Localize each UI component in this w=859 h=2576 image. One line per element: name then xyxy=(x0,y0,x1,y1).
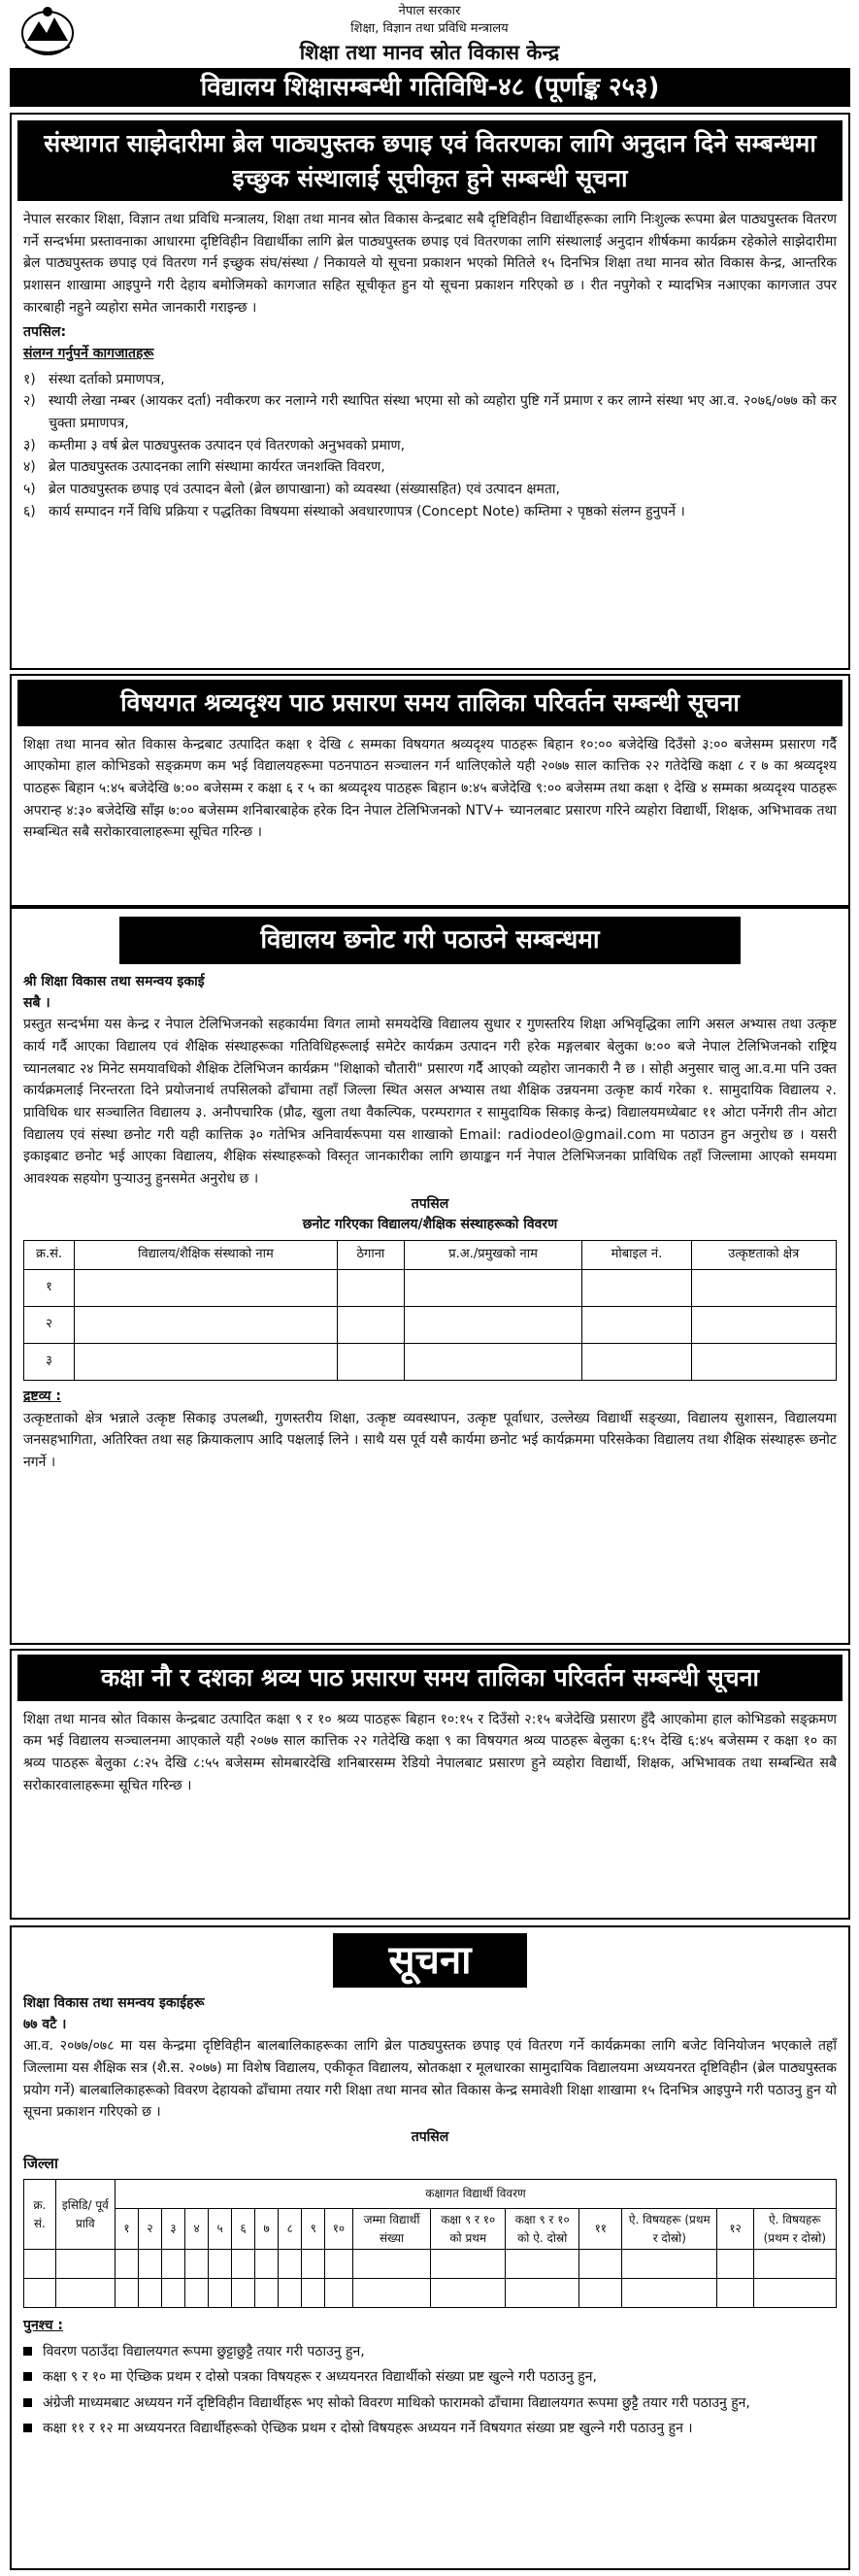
col-head-name: प्र.अ./प्रमुखको नाम xyxy=(404,1241,581,1270)
col-grade: १० xyxy=(325,2209,352,2250)
square-bullet-icon xyxy=(23,2366,43,2388)
notice-badge: सूचना xyxy=(333,1933,527,1988)
notice-radio-schedule xyxy=(10,1649,850,1920)
square-bullet-icon xyxy=(23,2392,43,2414)
col-grade: ५ xyxy=(209,2209,232,2250)
recipient-count: ७७ वटै । xyxy=(23,2016,67,2032)
notice-school-selection xyxy=(10,907,850,1645)
postscript-label: पुनश्च : xyxy=(23,2318,64,2334)
recipient: शिक्षा विकास तथा समन्वय इकाईहरू xyxy=(23,1995,205,2011)
attachments-heading: संलग्न गर्नुपर्ने कागजातहरू xyxy=(23,346,154,362)
col-total: जम्मा विद्यार्थी संख्या xyxy=(352,2209,431,2250)
col-grade10-second: कक्षा ९ र १० को ऐ. दोस्रो xyxy=(505,2209,578,2250)
postscript-list xyxy=(23,2341,837,2440)
col-ecd: इसिडि/ पूर्व प्रावि xyxy=(55,2180,115,2250)
list-item: कक्षा ११ र १२ मा अध्ययनरत विद्यार्थीहरूको ऐच्छिक प्रथम र दोस्रो विषयहरू अध्ययन गर्ने विषयगत संख्या प्रष्ट खुल्ने गरी पठाउनु हुन । xyxy=(23,2418,837,2439)
recipient-all: सबै । xyxy=(23,994,50,1011)
col-grade: ४ xyxy=(185,2209,209,2250)
col-grade11: ११ xyxy=(579,2209,622,2250)
table-row: २ xyxy=(24,1307,837,1344)
col-grade: ६ xyxy=(232,2209,255,2250)
col-grade: ९ xyxy=(302,2209,325,2250)
page-header xyxy=(0,0,859,66)
table-header-row xyxy=(24,2180,837,2209)
tapsil-label: तपसिल xyxy=(411,2129,449,2146)
header-government: नेपाल सरकार xyxy=(398,4,461,18)
notice-title: संस्थागत साझेदारीमा ब्रेल पाठ्यपुस्तक छपाइ एवं वितरणका लागि अनुदान दिने सम्बन्धमा इच्छुक संस्थालाई सूचीकृत हुने सम्बन्धी सूचना xyxy=(17,120,842,201)
square-bullet-icon xyxy=(23,2341,43,2362)
header-center: शिक्षा तथा मानव स्रोत विकास केन्द्र xyxy=(299,41,560,64)
notice-braille-institution xyxy=(10,113,850,670)
table-row: ३ xyxy=(24,1344,837,1381)
header-ministry: शिक्षा, विज्ञान तथा प्रविधि मन्त्रालय xyxy=(350,21,509,36)
col-grade12: १२ xyxy=(717,2209,753,2250)
list-item: ६) कार्य सम्पादन गर्ने विधि प्रक्रिया र पद्धतिका विषयमा संस्थाको अवधारणापत्र (Concept Note) कम्तिमा २ पृष्ठको संलग्न हुनुपर्ने । xyxy=(23,503,685,519)
col-sn: क्र.सं. xyxy=(24,1241,75,1270)
recipient: श्री शिक्षा विकास तथा समन्वय इकाई xyxy=(23,973,205,989)
student-details-table xyxy=(23,2179,837,2308)
table-caption: छनोट गरिएका विद्यालय/शैक्षिक संस्थाहरूको विवरण xyxy=(302,1217,558,1233)
list-item: १) संस्था दर्ताको प्रमाणपत्र, xyxy=(23,371,165,387)
col-sn: क्र. सं. xyxy=(24,2180,56,2250)
table-row: १ xyxy=(24,1270,837,1307)
table-header-row xyxy=(24,1241,837,1270)
note-label: द्रष्टव्य : xyxy=(23,1388,61,1405)
list-item: अंग्रेजी माध्यमबाट अध्ययन गर्ने दृष्टिविहीन विद्यार्थीहरू भए सोको विवरण माथिको फारामको ढाँचामा विद्यालयगत रूपमा छुट्टै तयार गरी पठाउनु हुन, xyxy=(23,2392,837,2414)
tapsil-label: तपसिल: xyxy=(23,324,67,341)
attachments-list xyxy=(23,369,837,523)
list-item: कक्षा ९ र १० मा ऐच्छिक प्रथम र दोस्रो पत्रका विषयहरू र अध्ययनरत विद्यार्थीको संख्या प्रष्ट खुल्ने गरी पठाउनु हुन, xyxy=(23,2366,837,2388)
notice-title: कक्षा नौ र दशका श्रव्य पाठ प्रसारण समय तालिका परिवर्तन सम्बन्धी सूचना xyxy=(17,1655,842,1701)
col-grade: ३ xyxy=(162,2209,185,2250)
list-item: ४) ब्रेल पाठ्यपुस्तक उत्पादनका लागि संस्थामा कार्यरत जनशक्ति विवरण, xyxy=(23,459,385,476)
col-address: ठेगाना xyxy=(337,1241,404,1270)
col-school-name: विद्यालय/शैक्षिक संस्थाको नाम xyxy=(75,1241,338,1270)
notice-body: शिक्षा तथा मानव स्रोत विकास केन्द्रबाट उत्पादित कक्षा १ देखि ८ सम्मका विषयगत श्रव्यदृश्य पाठहरू बिहान १०:०० बजेदेखि दिउँसो ३:०० बजेसम्म प्रसारण गर्दैै आएकोमा हाल कोभिडको सङ्क्रमण कम भई विद्यालयहरूमा पठनपाठन सञ्चालन गर्न थालिएकोले यही २०७७ साल कात्तिक २२ गतेदेखि कक्षा ८ र ७ का श्रव्यदृश्य पाठहरू बिहान ५:४५ बजेदेखि ७:०० बजेसम्म र कक्षा ६ र ५ का श्रव्यदृश्य पाठहरू बिहान ७:४५ बजेदेखि ९:०० बजेसम्म तथा कक्षा १ देखि ४ सम्मका श्रव्यदृश्य पाठहरू अपरान्ह ४:३० बजेदेखि साँझ ७:०० बजेसम्म शनिबारबाहेक हरेक दिन नेपाल टेलिभिजनको NTV+ च्यानलबाट प्रसारण गरिने व्यहोरा विद्यार्थी, शिक्षक, अभिभावक तथा सम्बन्धित सबै सरोकारवालाहरूमा सूचित गरिन्छ । xyxy=(23,736,837,841)
col-grade12-subjects: ऐ. विषयहरू (प्रथम र दोस्रो) xyxy=(753,2209,836,2250)
list-item: विवरण पठाउँदा विद्यालयगत रूपमा छुट्टाछुट्टै तयार गरी पठाउनु हुन, xyxy=(23,2341,837,2362)
list-item: २) स्थायी लेखा नम्बर (आयकर दर्ता) नवीकरण कर नलाग्ने गरी स्थापित संस्था भएमा सो को व्यहोरा पुष्टि गर्ने प्रमाण र कर लाग्ने संस्था भए आ.व. २०७६/०७७ को कर चुक्ता प्रमाणपत्र, xyxy=(23,393,837,432)
table-row xyxy=(24,2250,837,2279)
col-mobile: मोबाइल नं. xyxy=(582,1241,691,1270)
notice-title: विद्यालय छनोट गरी पठाउने सम्बन्धमा xyxy=(119,917,741,964)
table-row xyxy=(24,2279,837,2308)
note-block xyxy=(23,1387,837,1474)
notice-body: नेपाल सरकार शिक्षा, विज्ञान तथा प्रविधि मन्त्रालय, शिक्षा तथा मानव स्रोत विकास केन्द्रबाट सबै दृष्टिविहीन विद्यार्थीहरूका लागि निःशुल्क रूपमा ब्रेल पाठ्यपुस्तक वितरण गर्ने सन्दर्भमा प्रस्तावनाका आधारमा दृष्टिविहीन विद्यार्थीका लागि ब्रेल पाठ्यपुस्तक छपाइ एवं वितरणका लागि संस्थालाई अनुदान शीर्षकमा कार्यक्रम रहेकोले साझेदारीमा ब्रेल पाठ्यपुस्तक छपाइ एवं वितरण गर्न इच्छुक संघ/संस्था / निकायले यो सूचना प्रकाशन भएको मितिले १५ दिनभित्र शिक्षा तथा मानव स्रोत विकास केन्द्र, आन्तरिक प्रशासन शाखामा आइपुग्ने गरी देहाय बमोजिमको कागजात सहित सूचीकृत हुन यो सूचना प्रकाशन गरिएको छ । रीत नपुगेको र म्यादभित्र नआएका कागजात उपर कारबाही नहुने व्यहोरा समेत जानकारी गराइन्छ । xyxy=(23,212,837,316)
notice-body: शिक्षा तथा मानव स्रोत विकास केन्द्रबाट उत्पादित कक्षा ९ र १० श्रव्य पाठहरू बिहान १०:१५ र दिउँसो २:१५ बजेदेखि प्रसारण हुँदै आएकोमा हाल कोभिडको सङ्क्रमण कम भई विद्यालय सञ्चालनमा आएकाले यही २०७७ साल कात्तिक २२ गतेदेखि कक्षा ९ का विषयगत श्रव्य पाठहरू बेलुका ६:१५ देखि ६:४५ बजेसम्म र कक्षा १० का श्रव्य पाठहरू बेलुका ८:२५ देखि ८:५५ बजेसम्म सोमबारदेखि शनिबारसम्म रेडियो नेपालबाट प्रसारण हुने व्यहोरा विद्यार्थी, शिक्षक, अभिभावक तथा सम्बन्धित सबै सरोकारवालाहरूमा सूचित गरिन्छ । xyxy=(23,1711,837,1793)
school-selection-table xyxy=(23,1240,837,1381)
notice-title: विषयगत श्रव्यदृश्य पाठ प्रसारण समय तालिका परिवर्तन सम्बन्धी सूचना xyxy=(17,680,842,726)
col-grade11-subjects: ऐ. विषयहरू (प्रथम र दोस्रो) xyxy=(622,2209,717,2250)
notice-av-schedule xyxy=(10,674,850,907)
col-grade: ७ xyxy=(255,2209,279,2250)
activity-title: विद्यालय शिक्षासम्बन्धी गतिविधि-४८ (पूर्णाङ्क २५३) xyxy=(10,68,850,107)
col-group-header: कक्षागत विद्यार्थी विवरण xyxy=(115,2180,836,2209)
note-text: उत्कृष्टताको क्षेत्र भन्नाले उत्कृष्ट सिकाइ उपलब्धी, गुणस्तरीय शिक्षा, उत्कृष्ट व्यवस्थापन, उत्कृष्ट पूर्वाधार, उल्लेख्य विद्यार्थी सङ्ख्या, विद्यालय सुशासन, विद्यालयमा जनसहभागिता, अतिरिक्त तथा सह क्रियाकलाप आदि पक्षलाई लिने । साथै यस पूर्व यसै कार्यमा छनोट भई कार्यक्रममा परिसकेका विद्यालय तथा शैक्षिक संस्थाहरू छनोट नगर्ने । xyxy=(23,1410,837,1471)
col-grade9-first: कक्षा ९ र १० को प्रथम xyxy=(431,2209,505,2250)
list-item: ५) ब्रेल पाठ्यपुस्तक छपाइ एवं उत्पादन बेलो (ब्रेल छापाखाना) को व्यवस्था (संख्यासहित) एवं उत्पादन क्षमता, xyxy=(23,482,560,498)
col-grade: ८ xyxy=(279,2209,302,2250)
square-bullet-icon xyxy=(23,2418,43,2439)
notice-body: प्रस्तुत सन्दर्भमा यस केन्द्र र नेपाल टेलिभिजनको सहकार्यमा विगत लामो समयदेखि विद्यालय सुधार र गुणस्तरिय शिक्षा अभिवृद्धिका लागि असल अभ्यास तथा उत्कृष्ट कार्य गर्दै आएका विद्यालय एवं शैक्षिक संस्थाहरूका गतिविधिहरूलाई समेटेर कार्यक्रम उत्पादन गरी हरेक मङ्गलबार बेलुका ७:०० बजे नेपाल टेलिभिजनको राष्ट्रिय च्यानलबाट २४ मिनेट समयावधिको शैक्षिक टेलिभिजन कार्यक्रम "शिक्षाको चौतारी" प्रसारण गर्दैै आएको व्यहोरा जानकारी नै छ । सोही अनुसार चालु आ.व.मा पनि उक्त कार्यक्रमलाई निरन्तरता दिने प्रयोजनार्थ तपसिलको ढाँचामा तहाँ जिल्ला स्थित असल अभ्यास तथा शैक्षिक उन्नयनमा उत्कृष्ट कार्य गरेका १. सामुदायिक विद्यालय २. प्राविधिक धार सञ्चालित विद्यालय ३. अनौपचारिक (प्रौढ, खुला तथा वैकल्पिक, परम्परागत र सामुदायिक सिकाइ केन्द्र) विद्यालयमध्येबाट ११ ओटा पर्नेगरी तीन ओटा विद्यालय एवं संस्था छनोट गरी यही कात्तिक ३० गतेभित्र अनिवार्यरूपमा यस शाखाको Email: radiodeol@gmail.com मा पठाउन हुन अनुरोध छ । यसरी इकाइबाट छनोट भई आएका विद्यालय, शैक्षिक संस्थाहरूको विस्तृत जानकारीका लागि छायाङ्कन गर्न नेपाल टेलिभिजनका प्राविधिक तहाँ जिल्लामा आएको समयमा आवश्यक सहयोग पुऱ्याउनु हुनसमेत अनुरोध छ । xyxy=(23,1017,837,1187)
col-grade: २ xyxy=(138,2209,161,2250)
col-excellence: उत्कृष्टताको क्षेत्र xyxy=(691,1241,836,1270)
district-label: जिल्ला xyxy=(23,2154,58,2172)
col-grade: १ xyxy=(115,2209,138,2250)
notice-braille-students xyxy=(10,1925,850,2570)
list-item: ३) कम्तीमा ३ वर्ष ब्रेल पाठ्यपुस्तक उत्पादन एवं वितरणको अनुभवको प्रमाण, xyxy=(23,437,406,453)
table-header-row xyxy=(24,2209,837,2250)
tapsil-label: तपसिल xyxy=(411,1195,449,1212)
notice-body: आ.व. २०७७/०७८ मा यस केन्द्रमा दृष्टिविहीन बालबालिकाहरूका लागि ब्रेल पाठ्यपुस्तक छपाइ एवं वितरण गर्ने कार्यक्रमका लागि बजेट विनियोजन भएकाले तहाँ जिल्लामा यस शैक्षिक सत्र (शै.स. २०७७) मा विशेष विद्यालय, एकीकृत विद्यालय, स्रोतकक्षा र मूलधारका सामुदायिक विद्यालयमा अध्ययनरत दृष्टिविहीन (ब्रेल पाठ्यपुस्तक प्रयोग गर्ने) बालबालिकाहरूको विवरण देहायको ढाँचामा तयार गरी शिक्षा तथा मानव स्रोत विकास केन्द्र समावेशी शिक्षा शाखामा १५ दिनभित्र आइपुग्ने गरी पठाउनु हुन यो सूचना प्रकाशन गरिएको छ । xyxy=(23,2038,837,2121)
